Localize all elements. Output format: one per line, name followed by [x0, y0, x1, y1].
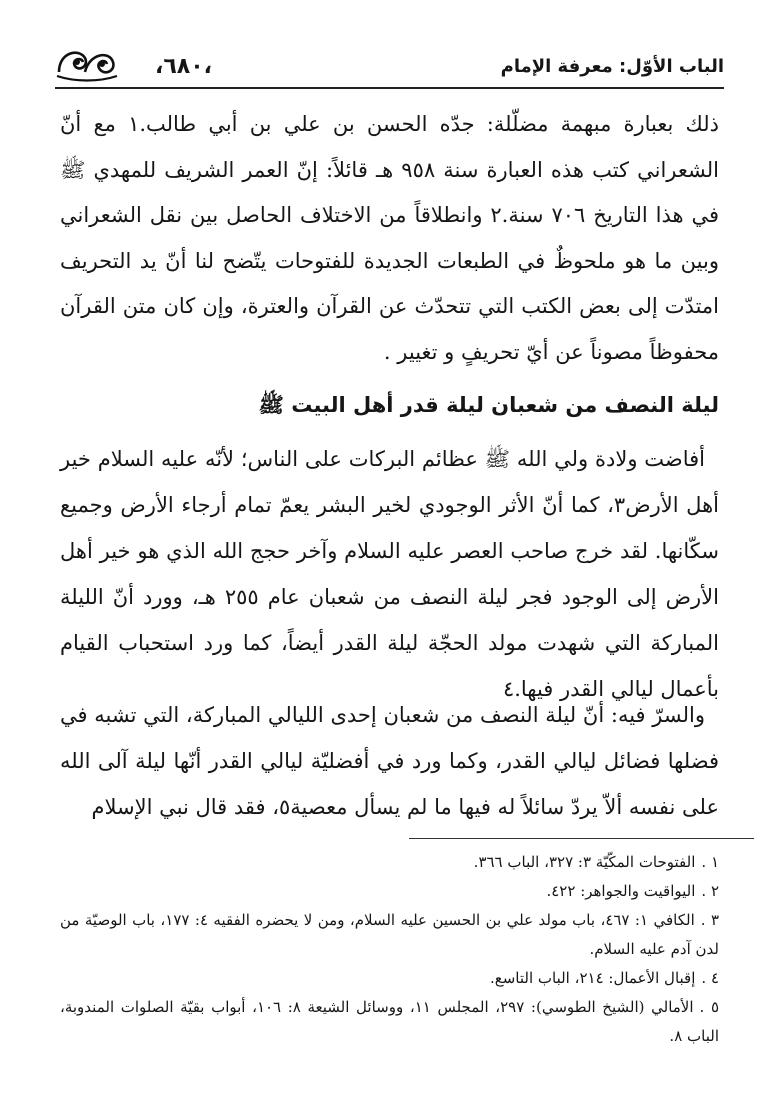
footnote-number: ١ .: [701, 853, 719, 871]
footnote-number: ٣ .: [700, 911, 720, 929]
header-rule: [55, 87, 724, 89]
footnote-item: [60, 877, 719, 906]
paragraph: أفاضت ولادة ولي الله ﷺ عظائم البركات على الناس؛ لأنّه عليه السلام خير أهل الأرض٣، كما أنّ الأثر الوجودي لخير البشر يعمّ تمام أرجاء الأرض وجميع سكّانها. لقد خرج صاحب العصر عليه السلام وآخر حجج الله الذي هو خير أهل الأرض إلى الوجود فجر ليلة النصف من شعبان عام ٢٥٥ هـ، وورد أنّ الليلة المباركة التي شهدت مولد الحجّة ليلة القدر أيضاً، كما ورد استحباب القيام بأعمال ليالي القدر فيها.٤: [60, 447, 719, 701]
decorative-ornament-icon: [55, 42, 119, 82]
section-heading: ليلة النصف من شعبان ليلة قدر أهل البيت ﷺ: [258, 393, 719, 417]
footnotes: [60, 848, 719, 1051]
paragraph: ذلك بعبارة مبهمة مضلّلة: جدّه الحسن بن علي بن أبي طالب.١ مع أنّ الشعراني كتب هذه العبارة سنة ٩٥٨ هـ قائلاً: إنّ العمر الشريف للمهدي ﷺ في هذا التاريخ ٧٠٦ سنة.٢ وانطلاقاً من الاختلاف الحاصل بين نقل الشعراني وبين ما هو ملحوظٌ في الطبعات الجديدة للفتوحات يتّضح لنا أنّ يد التحريف امتدّت إلى بعض الكتب التي تتحدّث عن القرآن والعترة، وإن كان متن القرآن محفوظاً مصوناً عن أيّ تحريفٍ و تغيير .: [60, 112, 719, 364]
footnote-text: اليواقيت والجواهر: ٤٢٢.: [546, 882, 696, 900]
footnote-number: ٥ .: [699, 998, 719, 1016]
footnote-number: ٢ .: [701, 882, 719, 900]
body-text-bottom: [60, 436, 719, 832]
footnote-number: ٤ .: [701, 969, 719, 987]
footnote-item: [60, 993, 719, 1051]
page-header: [55, 42, 724, 90]
footnote-item: [60, 964, 719, 993]
paragraph: والسرّ فيه: أنّ ليلة النصف من شعبان إحدى الليالي المباركة، التي تشبه في فضلها فضائل ليالي القدر، وكما ورد في أفضليّة ليالي القدر أنّها ليلة آلى الله على نفسه ألاّ يردّ سائلاً له فيها ما لم يسأل معصية٥، فقد قال نبي الإسلام: [60, 703, 719, 819]
page-number: ،٦٨٠،: [155, 54, 213, 79]
footnote-item: [60, 906, 719, 964]
footnote-text: الفتوحات المكّيّة ٣: ٣٢٧، الباب ٣٦٦.: [473, 853, 696, 871]
body-text-top: [60, 102, 719, 370]
footnote-item: [60, 848, 719, 877]
footnote-text: الأمالي (الشيخ الطوسي): ٢٩٧، المجلس ١١، ووسائل الشيعة ٨: ١٠٦، أبواب بقيّة الصلوات المندوبة، الباب ٨.: [60, 998, 719, 1045]
running-title: الباب الأوّل: معرفة الإمام: [500, 56, 724, 77]
footnote-text: إقبال الأعمال: ٢١٤، الباب التاسع.: [489, 969, 696, 987]
footnote-text: الكافي ١: ٤٦٧، باب مولد علي بن الحسين عليه السلام، ومن لا يحضره الفقيه ٤: ١٧٧، باب الوصيّة من لدن آدم عليه السلام.: [60, 911, 719, 958]
footnote-separator: [409, 838, 754, 839]
